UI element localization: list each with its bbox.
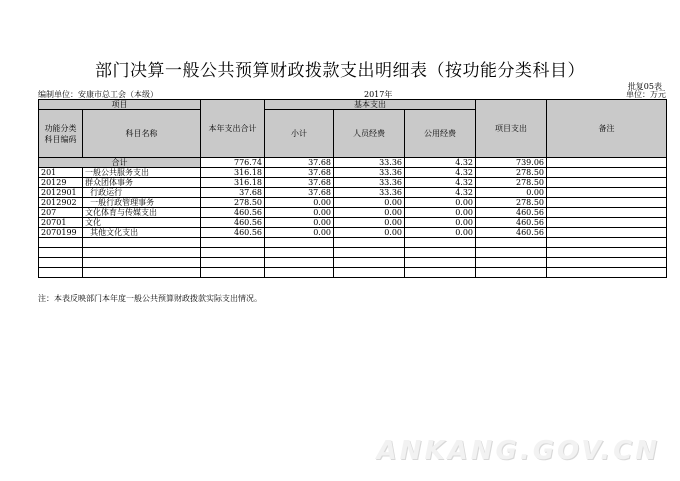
cell-remarks xyxy=(547,198,667,208)
cell-name: 群众团体事务 xyxy=(83,178,201,188)
cell-remarks xyxy=(547,228,667,238)
cell-public xyxy=(405,258,476,268)
header-annual-total: 本年支出合计 xyxy=(201,100,265,158)
table-row xyxy=(39,178,667,188)
table-row xyxy=(39,228,667,238)
cell-project xyxy=(476,238,547,248)
cell-personnel xyxy=(334,258,405,268)
cell-remarks xyxy=(547,168,667,178)
cell-name: 其他文化支出 xyxy=(83,228,201,238)
cell-annual xyxy=(201,248,265,258)
table-row xyxy=(39,188,667,198)
cell-project: 278.50 xyxy=(476,178,547,188)
cell-public xyxy=(405,248,476,258)
cell-subtotal: 37.68 xyxy=(265,178,334,188)
cell-name: 一般公共服务支出 xyxy=(83,168,201,178)
site-watermark: ANKANG.GOV.CN xyxy=(376,436,660,466)
cell-public xyxy=(405,238,476,248)
header-func-code: 功能分类科目编码 xyxy=(39,110,83,158)
cell-personnel: 33.36 xyxy=(334,188,405,198)
cell-code: 2070199 xyxy=(39,228,83,238)
header-project: 项目 xyxy=(39,100,201,110)
year-label: 2017年 xyxy=(364,90,393,99)
cell-name: 行政运行 xyxy=(83,188,201,198)
cell-annual: 460.56 xyxy=(201,208,265,218)
cell-remarks xyxy=(547,258,667,268)
cell-personnel xyxy=(334,238,405,248)
cell-public: 0.00 xyxy=(405,218,476,228)
cell-code: 2012902 xyxy=(39,198,83,208)
cell-personnel: 33.36 xyxy=(334,168,405,178)
cell-annual: 316.18 xyxy=(201,178,265,188)
footnote: 注：本表反映部门本年度一般公共预算财政拨款实际支出情况。 xyxy=(38,294,262,303)
table-row xyxy=(39,258,667,268)
cell-subtotal xyxy=(265,258,334,268)
cell-subtotal xyxy=(265,268,334,278)
header-row-1 xyxy=(39,100,667,110)
table-row xyxy=(39,268,667,278)
table-row xyxy=(39,198,667,208)
header-subtotal: 小计 xyxy=(265,110,334,158)
cell-project: 460.56 xyxy=(476,228,547,238)
cell-personnel: 33.36 xyxy=(334,178,405,188)
cell-project: 278.50 xyxy=(476,198,547,208)
table-row xyxy=(39,238,667,248)
cell-name xyxy=(83,238,201,248)
cell-remarks xyxy=(547,178,667,188)
cell-project: 460.56 xyxy=(476,208,547,218)
expense-table xyxy=(38,99,667,278)
cell-remarks xyxy=(547,218,667,228)
form-code: 批复05表 xyxy=(627,82,662,91)
header-basic-expense: 基本支出 xyxy=(265,100,476,110)
table-row xyxy=(39,248,667,258)
header-subject-name: 科目名称 xyxy=(83,110,201,158)
total-remarks xyxy=(547,158,667,168)
cell-subtotal: 0.00 xyxy=(265,198,334,208)
cell-code xyxy=(39,258,83,268)
header-remarks: 备注 xyxy=(547,100,667,158)
cell-project xyxy=(476,248,547,258)
total-public: 4.32 xyxy=(405,158,476,168)
total-label: 合计 xyxy=(39,158,201,168)
cell-remarks xyxy=(547,248,667,258)
cell-project: 278.50 xyxy=(476,168,547,178)
cell-subtotal: 37.68 xyxy=(265,168,334,178)
cell-personnel: 0.00 xyxy=(334,198,405,208)
cell-name: 一般行政管理事务 xyxy=(83,198,201,208)
cell-personnel xyxy=(334,268,405,278)
cell-name xyxy=(83,258,201,268)
cell-code: 20129 xyxy=(39,178,83,188)
header-personnel: 人员经费 xyxy=(334,110,405,158)
cell-public: 0.00 xyxy=(405,228,476,238)
total-project: 739.06 xyxy=(476,158,547,168)
cell-name: 文化体育与传媒支出 xyxy=(83,208,201,218)
total-subtotal: 37.68 xyxy=(265,158,334,168)
cell-project xyxy=(476,258,547,268)
cell-code: 20701 xyxy=(39,218,83,228)
cell-annual xyxy=(201,258,265,268)
cell-remarks xyxy=(547,238,667,248)
cell-project: 460.56 xyxy=(476,218,547,228)
cell-code: 201 xyxy=(39,168,83,178)
cell-code xyxy=(39,248,83,258)
cell-annual xyxy=(201,268,265,278)
cell-remarks xyxy=(547,208,667,218)
total-personnel: 33.36 xyxy=(334,158,405,168)
cell-annual: 37.68 xyxy=(201,188,265,198)
cell-code: 207 xyxy=(39,208,83,218)
cell-name: 文化 xyxy=(83,218,201,228)
cell-code xyxy=(39,238,83,248)
cell-remarks xyxy=(547,268,667,278)
cell-public xyxy=(405,268,476,278)
cell-personnel: 0.00 xyxy=(334,208,405,218)
cell-annual xyxy=(201,238,265,248)
table-row xyxy=(39,168,667,178)
total-annual: 776.74 xyxy=(201,158,265,168)
cell-subtotal xyxy=(265,248,334,258)
cell-subtotal xyxy=(265,238,334,248)
cell-code: 2012901 xyxy=(39,188,83,198)
cell-personnel xyxy=(334,248,405,258)
cell-public: 4.32 xyxy=(405,178,476,188)
cell-personnel: 0.00 xyxy=(334,218,405,228)
table-row xyxy=(39,218,667,228)
cell-name xyxy=(83,268,201,278)
header-public: 公用经费 xyxy=(405,110,476,158)
cell-personnel: 0.00 xyxy=(334,228,405,238)
cell-subtotal: 0.00 xyxy=(265,228,334,238)
org-label: 编制单位：安康市总工会（本级） xyxy=(38,90,158,99)
meta-row xyxy=(38,89,666,99)
cell-subtotal: 37.68 xyxy=(265,188,334,198)
cell-project: 0.00 xyxy=(476,188,547,198)
cell-public: 0.00 xyxy=(405,208,476,218)
cell-annual: 460.56 xyxy=(201,218,265,228)
cell-code xyxy=(39,268,83,278)
table-row xyxy=(39,208,667,218)
cell-name xyxy=(83,248,201,258)
cell-subtotal: 0.00 xyxy=(265,208,334,218)
cell-public: 4.32 xyxy=(405,168,476,178)
cell-annual: 278.50 xyxy=(201,198,265,208)
cell-subtotal: 0.00 xyxy=(265,218,334,228)
header-project-expense: 项目支出 xyxy=(476,100,547,158)
cell-remarks xyxy=(547,188,667,198)
total-row xyxy=(39,158,667,168)
cell-annual: 460.56 xyxy=(201,228,265,238)
unit-label: 单位：万元 xyxy=(626,90,666,99)
page-title: 部门决算一般公共预算财政拨款支出明细表（按功能分类科目） xyxy=(95,61,585,81)
cell-public: 0.00 xyxy=(405,198,476,208)
cell-project xyxy=(476,268,547,278)
cell-annual: 316.18 xyxy=(201,168,265,178)
cell-public: 4.32 xyxy=(405,188,476,198)
